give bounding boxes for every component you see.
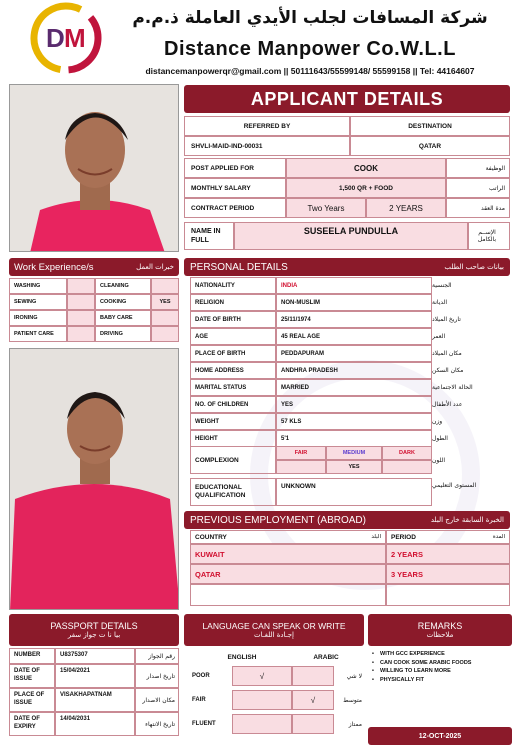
remark-item: • CAN COOK SOME ARABIC FOODS (372, 659, 472, 666)
referred-by-value: SHVLI-MAID-IND-00031 (184, 136, 350, 156)
personal-field-arabic: الطول (432, 435, 448, 442)
personal-field-arabic: وزن (432, 418, 443, 425)
personal-field-value: INDIA (276, 277, 432, 294)
education-label: EDUCATIONAL QUALIFICATION (190, 478, 276, 506)
personal-field-value: PEDDAPURAM (276, 345, 432, 362)
complexion-arabic: اللون (432, 456, 445, 464)
language-title: LANGUAGE CAN SPEAK OR WRITE (202, 621, 346, 631)
work-skill-label: BABY CARE (95, 310, 151, 326)
referred-by-label: REFERRED BY (184, 116, 350, 136)
contract-arabic: مدة العقد (446, 198, 510, 218)
work-skill-label: PATIENT CARE (9, 326, 67, 342)
complexion-medium: MEDIUM (326, 446, 382, 460)
remarks-title: REMARKS (417, 621, 463, 631)
personal-field-label: WEIGHT (190, 413, 276, 430)
company-name-arabic: شركة المسافات لجلب الأيدي العاملة ذ.م.م (132, 8, 488, 28)
remark-item: • WITH GCC EXPERIENCE (372, 651, 445, 657)
personal-field-value: 5'1 (276, 430, 432, 447)
personal-field-label: AGE (190, 328, 276, 345)
personal-field-value: MARRIED (276, 379, 432, 396)
employment-country: QATAR (190, 564, 386, 584)
passport-field-label: NUMBER (9, 648, 55, 664)
employment-empty-row (386, 584, 510, 606)
personal-field-arabic: الديانة (432, 299, 448, 306)
applicant-photo-full (9, 348, 179, 610)
work-skill-label: CLEANING (95, 278, 151, 294)
personal-details-title-arabic: بيانات صاحب الطلب (444, 263, 504, 271)
education-arabic: المستوى التعليمي (432, 482, 477, 489)
language-header (184, 614, 364, 646)
company-name-english: Distance Manpower Co.W.L.L (164, 38, 456, 60)
contract-label: CONTRACT PERIOD (184, 198, 286, 218)
language-title-arabic: إجـادة اللغـات (253, 631, 294, 639)
personal-field-arabic: مكان الميلاد (432, 350, 462, 357)
passport-field-label: DATE OF ISSUE (9, 664, 55, 688)
language-level-arabic: ممتاز (348, 720, 362, 728)
country-label: COUNTRY (195, 533, 227, 541)
personal-field-label: NATIONALITY (190, 277, 276, 294)
salary-label: MONTHLY SALARY (184, 178, 286, 198)
period-arabic: المدة (492, 534, 505, 540)
personal-field-arabic: عدد الأطفال (432, 401, 463, 408)
work-experience-header (9, 258, 179, 276)
post-label: POST APPLIED FOR (184, 158, 286, 178)
employment-country: KUWAIT (190, 544, 386, 564)
english-level-value (232, 714, 292, 734)
work-skill-label: IRONING (9, 310, 67, 326)
work-skill-value (67, 310, 95, 326)
work-skill-value (67, 326, 95, 342)
bullet-icon: • (372, 659, 374, 666)
applicant-photo-portrait (9, 84, 179, 252)
passport-title: PASSPORT DETAILS (50, 621, 138, 631)
document-date: 12-OCT-2025 (368, 727, 512, 745)
passport-field-value: 15/04/2021 (55, 664, 135, 688)
passport-field-arabic: تاريخ الانتهاء (135, 712, 179, 736)
english-level-value (232, 690, 292, 710)
company-logo (30, 2, 102, 74)
salary-value: 1,500 QR + FOOD (286, 178, 446, 198)
work-skill-label: DRIVING (95, 326, 151, 342)
remarks-list (372, 650, 512, 684)
salary-arabic: الراتب (446, 178, 510, 198)
complexion-label: COMPLEXION (190, 446, 276, 474)
arabic-level-value: √ (292, 690, 334, 710)
period-label: PERIOD (391, 533, 416, 541)
passport-field-arabic: تاريخ اصدار (135, 664, 179, 688)
complexion-selected-fair (276, 460, 326, 474)
svg-text:M: M (64, 23, 86, 53)
personal-field-label: NO. OF CHILDREN (190, 396, 276, 413)
work-skill-value (67, 278, 95, 294)
work-skill-value (67, 294, 95, 310)
work-skill-label: COOKING (95, 294, 151, 310)
name-value: SUSEELA PUNDULLA (234, 222, 468, 250)
work-experience-title-arabic: خبرات العمل (136, 263, 174, 271)
country-header (190, 530, 386, 544)
passport-title-arabic: بيا نا ت جواز سفر (67, 631, 121, 639)
employment-empty-row (190, 584, 386, 606)
personal-field-value: YES (276, 396, 432, 413)
personal-field-arabic: العمر (432, 333, 446, 340)
complexion-fair: FAIR (276, 446, 326, 460)
previous-employment-header (184, 511, 510, 529)
destination-value: QATAR (350, 136, 510, 156)
complexion-selected-dark (382, 460, 432, 474)
svg-text:D: D (46, 23, 65, 53)
language-level-label: FLUENT (192, 721, 216, 727)
employment-period: 2 YEARS (386, 544, 510, 564)
personal-field-arabic: الجنسية (432, 282, 452, 289)
english-level-value: √ (232, 666, 292, 686)
personal-field-value: 45 REAL AGE (276, 328, 432, 345)
complexion-selected: YES (326, 460, 382, 474)
previous-employment-title: PREVIOUS EMPLOYMENT (ABROAD) (190, 514, 366, 526)
personal-field-label: HEIGHT (190, 430, 276, 447)
personal-field-value: 57 KLS (276, 413, 432, 430)
personal-field-value: NON-MUSLIM (276, 294, 432, 311)
remarks-title-arabic: ملاحظات (426, 631, 454, 639)
remark-item: • WILLING TO LEARN MORE (372, 668, 451, 674)
bullet-icon: • (372, 676, 374, 683)
remark-item: • PHYSICALLY FIT (372, 676, 425, 683)
language-level-arabic: لا شي (346, 672, 362, 680)
work-skill-value (151, 310, 179, 326)
contract-value-words: Two Years (286, 198, 366, 218)
personal-field-arabic: تاريخ الميلاد (432, 316, 461, 323)
post-arabic: الوظيفة (446, 158, 510, 178)
language-level-label: POOR (192, 673, 210, 679)
passport-field-label: DATE OF EXPIRY (9, 712, 55, 736)
employment-period: 3 YEARS (386, 564, 510, 584)
personal-field-value: 25/11/1974 (276, 311, 432, 328)
personal-field-label: DATE OF BIRTH (190, 311, 276, 328)
personal-field-arabic: مكان السكن (432, 367, 464, 374)
name-label: NAME IN FULL (184, 222, 234, 250)
passport-field-arabic: مكان الاصدار (135, 688, 179, 712)
language-level-label: FAIR (192, 697, 206, 703)
work-skill-label: WASHING (9, 278, 67, 294)
previous-employment-title-arabic: الخبرة السابقة خارج البلد (430, 516, 504, 524)
applicant-details-title: APPLICANT DETAILS (184, 85, 510, 113)
education-value: UNKNOWN (276, 478, 432, 506)
personal-field-label: PLACE OF BIRTH (190, 345, 276, 362)
personal-field-value: ANDHRA PRADESH (276, 362, 432, 379)
work-skill-label: SEWING (9, 294, 67, 310)
personal-field-arabic: الحالة الاجتماعية (432, 384, 473, 391)
bullet-icon: • (372, 668, 374, 674)
personal-field-label: HOME ADDRESS (190, 362, 276, 379)
passport-field-value: 14/04/2031 (55, 712, 135, 736)
country-arabic: البلد (371, 534, 381, 540)
bullet-icon: • (372, 651, 374, 657)
personal-field-label: MARITAL STATUS (190, 379, 276, 396)
arabic-level-value (292, 714, 334, 734)
personal-details-title: PERSONAL DETAILS (190, 261, 288, 273)
name-arabic: الإســم بالكامل (468, 222, 510, 250)
personal-details-header (184, 258, 510, 276)
complexion-dark: DARK (382, 446, 432, 460)
passport-field-value: U8375307 (55, 648, 135, 664)
remarks-header (368, 614, 512, 646)
personal-field-label: RELIGION (190, 294, 276, 311)
passport-field-label: PLACE OF ISSUE (9, 688, 55, 712)
passport-field-arabic: رقم الجواز (135, 648, 179, 664)
post-value: COOK (286, 158, 446, 178)
destination-label: DESTINATION (350, 116, 510, 136)
contract-value-years: 2 YEARS (366, 198, 446, 218)
work-experience-title: Work Experience/s (14, 261, 94, 273)
work-skill-value (151, 326, 179, 342)
work-skill-value: YES (151, 294, 179, 310)
language-level-arabic: متوسط (343, 696, 362, 704)
work-skill-value (151, 278, 179, 294)
passport-field-value: VISAKHAPATNAM (55, 688, 135, 712)
arabic-level-value (292, 666, 334, 686)
period-header (386, 530, 510, 544)
english-header: ENGLISH (227, 653, 257, 661)
contact-line: distancemanpowerqr@gmail.com || 50111643/55599148/ 55599158 || Tel: 44164607 (145, 66, 475, 76)
arabic-header: ARABIC (313, 653, 339, 661)
passport-header (9, 614, 179, 646)
